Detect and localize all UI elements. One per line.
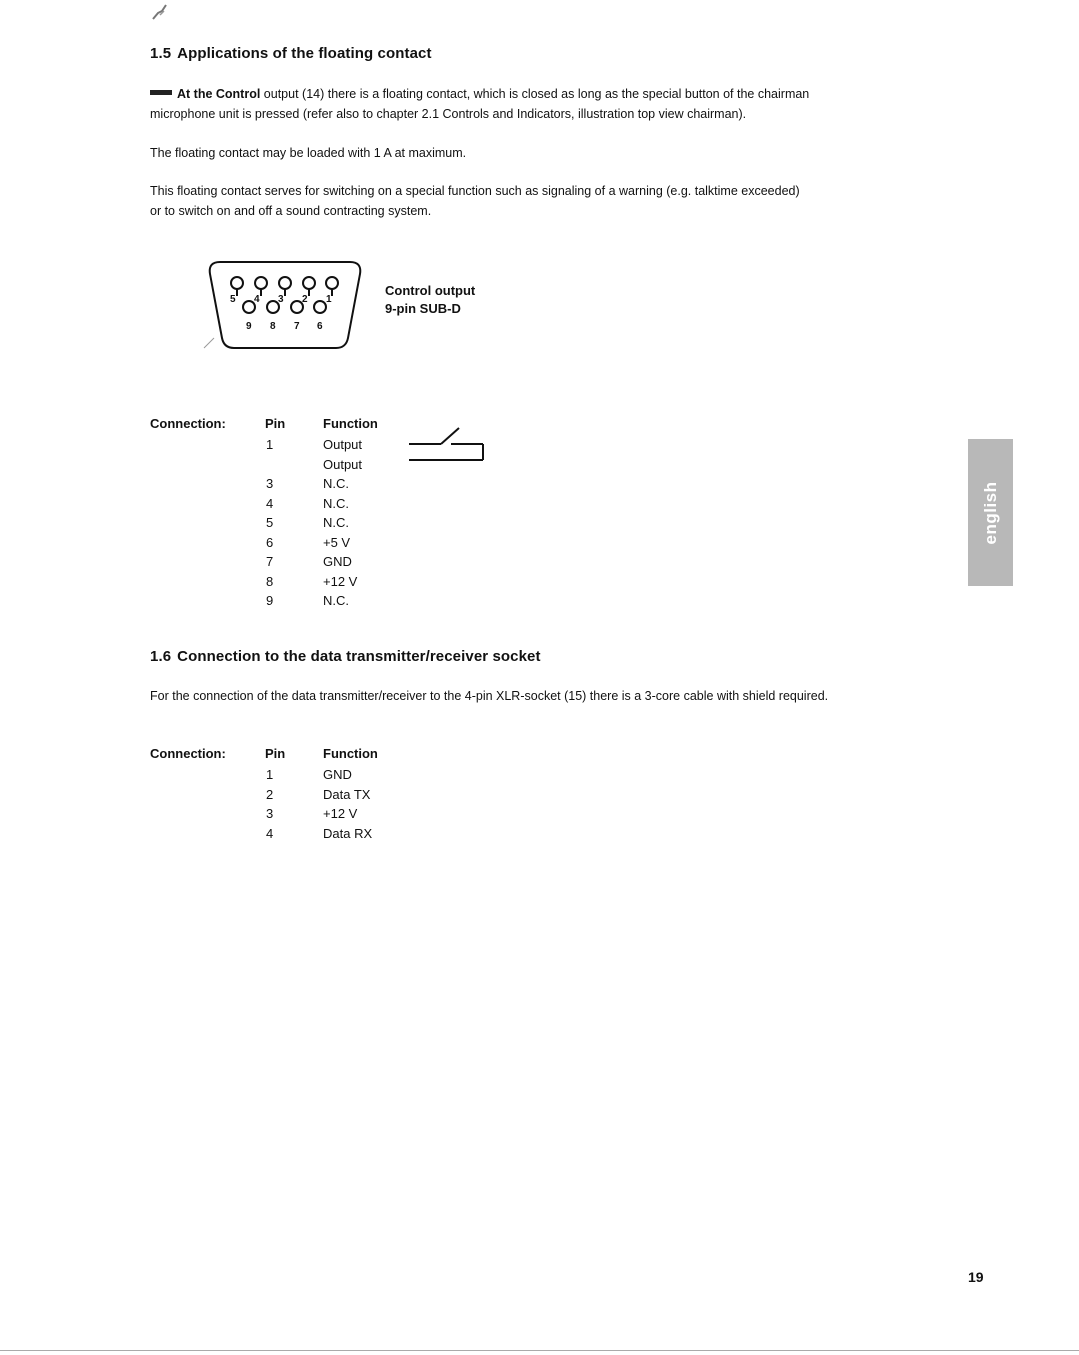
pin-cell: 4 xyxy=(266,495,274,511)
paragraph-text: output (14) there is a floating contact, which is closed as long as the special button of the chairman xyxy=(260,87,810,101)
pin-cell: 2 xyxy=(266,786,274,802)
section-title: Applications of the floating contact xyxy=(177,45,432,62)
pin-cell: 1 xyxy=(266,437,274,452)
function-cell: +5 V xyxy=(323,534,351,550)
function-cell: N.C. xyxy=(323,476,349,491)
pin-label-4: 4 xyxy=(254,294,260,305)
sub-d-connector-diagram xyxy=(200,256,370,356)
function-cell: Output xyxy=(323,456,363,472)
lead-bold-text: At the Control xyxy=(177,87,261,101)
paragraph-text: This floating contact serves for switching on a special function such as signaling of a warning (e.g. talktime exceeded) xyxy=(150,184,800,198)
pin-cell: 5 xyxy=(266,515,274,530)
pin-label-2: 2 xyxy=(302,294,308,305)
function-cell: N.C. xyxy=(323,515,349,530)
connection-label: Connection: xyxy=(150,746,226,761)
function-column xyxy=(323,765,372,843)
function-cell: GND xyxy=(323,767,352,782)
pin-column-header: Pin xyxy=(265,746,286,761)
connection-label: Connection: xyxy=(150,416,226,431)
paragraph-text: or to switch on and off a sound contracting system. xyxy=(150,204,432,218)
pin-cell: 1 xyxy=(266,767,274,782)
corner-mark-icon xyxy=(150,2,172,22)
section-title: Connection to the data transmitter/receiver socket xyxy=(177,648,541,665)
top-pin-row xyxy=(231,277,338,296)
function-cell: Data RX xyxy=(323,825,373,841)
pin-cell: 4 xyxy=(266,825,274,841)
section-number: 1.6 xyxy=(150,648,172,665)
pin-label-5: 5 xyxy=(230,294,236,305)
pin-cell: 6 xyxy=(266,534,274,550)
section-heading-1-5 xyxy=(150,45,432,62)
connector-caption-line: 9-pin SUB-D xyxy=(385,301,461,316)
section-heading-1-6 xyxy=(150,648,541,665)
paragraph-load: The floating contact may be loaded with 1 A at maximum. xyxy=(150,146,467,160)
pin-cell: 3 xyxy=(266,476,274,491)
pin-cell: 7 xyxy=(266,554,274,569)
pin-column-header: Pin xyxy=(265,416,286,431)
pin-cell xyxy=(266,455,273,475)
pin-cell: 3 xyxy=(266,806,274,821)
function-cell: +12 V xyxy=(323,806,358,821)
pin-cell: 9 xyxy=(266,593,274,608)
function-cell: GND xyxy=(323,554,352,569)
pin-column xyxy=(266,765,273,843)
pin-label-8: 8 xyxy=(270,321,276,332)
page-bottom-rule xyxy=(0,1350,1079,1351)
pin-label-3: 3 xyxy=(278,294,284,305)
function-column-header: Function xyxy=(323,746,378,761)
function-cell: N.C. xyxy=(323,593,349,608)
function-cell: Data TX xyxy=(323,786,371,802)
pin-column xyxy=(266,435,273,611)
paragraph-data-connection: For the connection of the data transmitter/receiver to the 4-pin XLR-socket (15) there is a 3-core cable with shield required. xyxy=(150,689,829,703)
lead-marker xyxy=(150,90,172,95)
pin-label-9: 9 xyxy=(246,321,252,332)
pin-cell: 8 xyxy=(266,573,274,589)
connector-caption-line: Control output xyxy=(385,283,476,298)
function-column xyxy=(323,435,362,611)
pin-label-6: 6 xyxy=(317,321,323,332)
function-cell: N.C. xyxy=(323,495,349,511)
function-cell: Output xyxy=(323,437,363,452)
language-tab-label: english xyxy=(980,480,1000,545)
connector-caption xyxy=(385,282,475,318)
pin-label-1: 1 xyxy=(326,294,332,305)
section-number: 1.5 xyxy=(150,45,172,62)
paragraph-control-output xyxy=(150,84,970,124)
function-column-header: Function xyxy=(323,416,378,431)
paragraph-text: microphone unit is pressed (refer also to chapter 2.1 Controls and Indicators, illustration top view chairman). xyxy=(150,107,747,121)
switch-symbol-icon xyxy=(405,424,489,464)
language-side-tab xyxy=(968,439,1013,586)
function-cell: +12 V xyxy=(323,573,358,589)
pin-label-7: 7 xyxy=(294,321,300,332)
page-number: 19 xyxy=(968,1269,984,1285)
paragraph-function xyxy=(150,181,970,221)
